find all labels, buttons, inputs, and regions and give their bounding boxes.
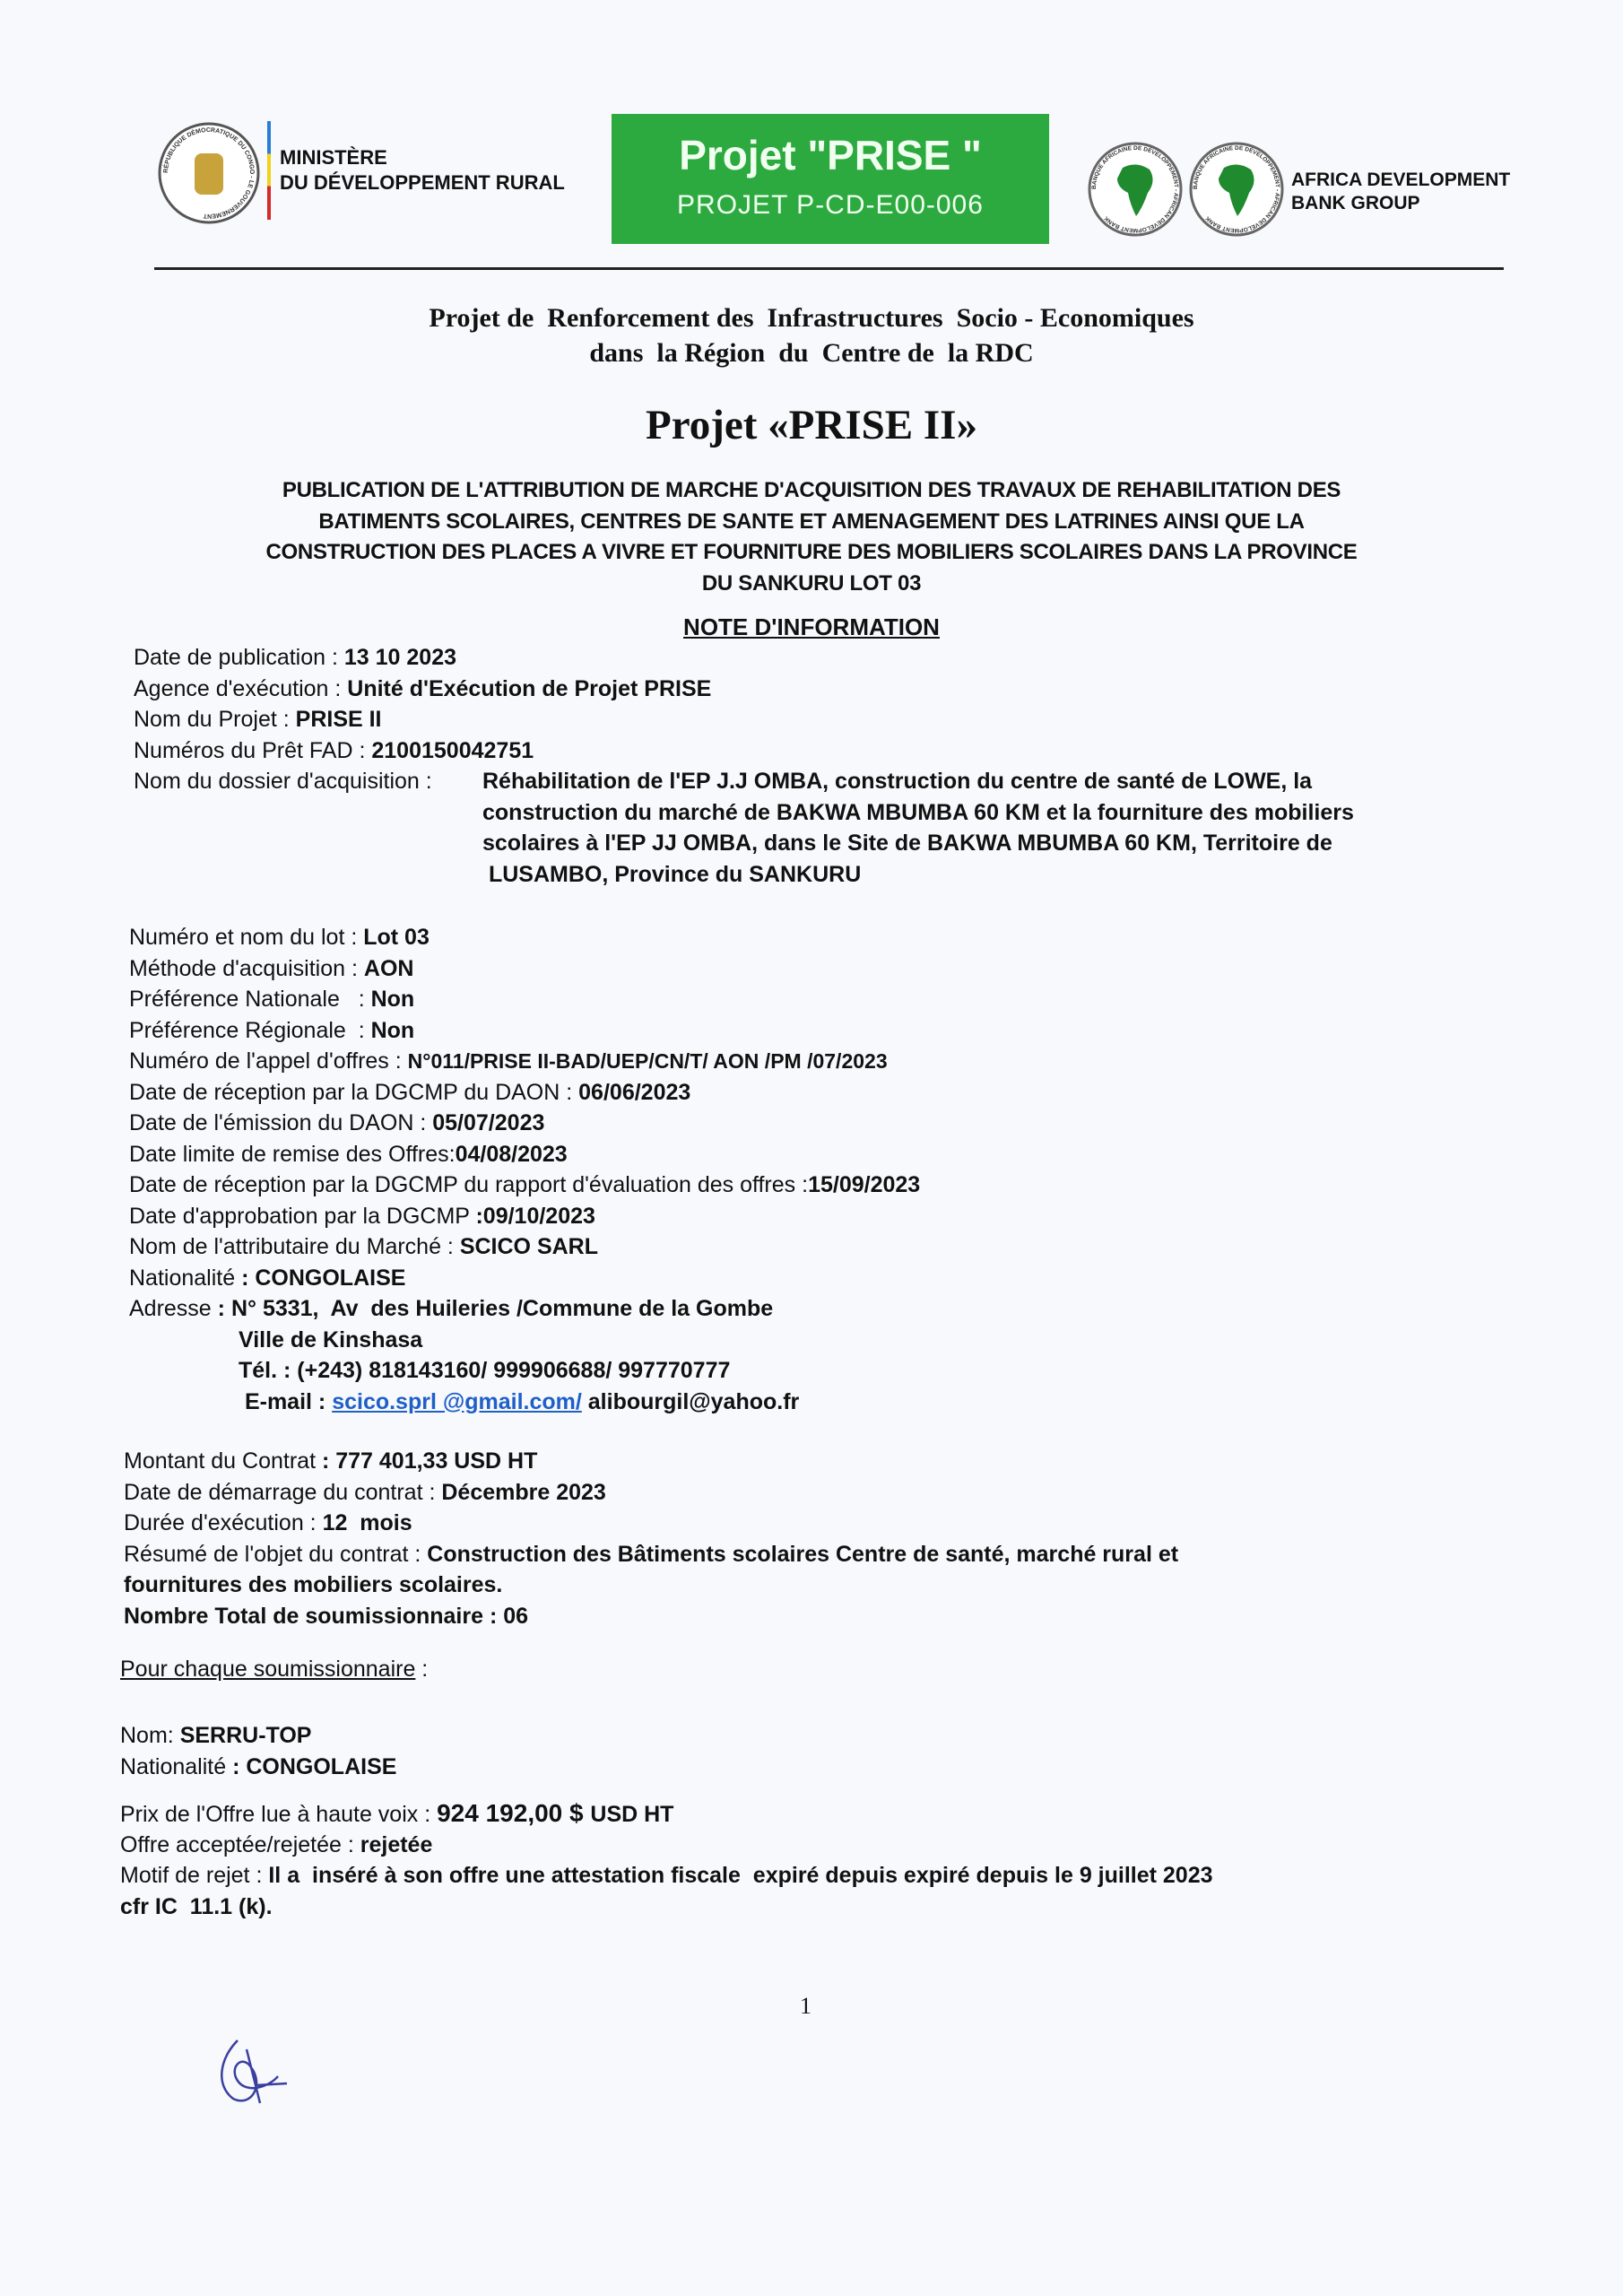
bidder-price: Prix de l'Offre lue à haute voix : 924 192,00 $ USD HT bbox=[120, 1799, 674, 1827]
ministry-name bbox=[280, 145, 565, 196]
contract-row: Montant du Contrat : 777 401,33 USD HT bbox=[124, 1448, 538, 1474]
dossier-cont: scolaires à l'EP JJ OMBA, dans le Site de BAKWA MBUMBA 60 KM, Territoire de bbox=[482, 831, 1332, 856]
info-row: Date de publication : 13 10 2023 bbox=[134, 645, 457, 670]
per-bidder-heading: Pour chaque soumissionnaire : bbox=[120, 1657, 429, 1682]
lot-row: Date de réception par la DGCMP du DAON : 06/06/2023 bbox=[129, 1079, 691, 1105]
flag-color-bar bbox=[267, 121, 271, 220]
bidder-status: Offre acceptée/rejetée : rejetée bbox=[120, 1831, 433, 1857]
contract-row: Durée d'exécution : 12 mois bbox=[124, 1510, 412, 1535]
dossier-cont: construction du marché de BAKWA MBUMBA 60 KM et la fourniture des mobiliers bbox=[482, 799, 1354, 825]
info-row: Agence d'exécution : Unité d'Exécution de Projet PRISE bbox=[134, 675, 712, 701]
afdb-line1: AFRICA DEVELOPMENT bbox=[1291, 170, 1511, 190]
heading-line: PUBLICATION DE L'ATTRIBUTION DE MARCHE D'ACQUISITION DES TRAVAUX DE REHABILITATION DES bbox=[282, 478, 1341, 502]
address-row: Adresse : N° 5331, Av des Huileries /Commune de la Gombe bbox=[129, 1296, 774, 1321]
lot-row: Numéro de l'appel d'offres : N°011/PRISE II-BAD/UEP/CN/T/ AON /PM /07/2023 bbox=[129, 1048, 888, 1074]
ministry-line2: DU DÉVELOPPEMENT RURAL bbox=[280, 171, 565, 194]
prise-project-logo bbox=[612, 114, 1049, 244]
heading-line: BATIMENTS SCOLAIRES, CENTRES DE SANTE ET AMENAGEMENT DES LATRINES AINSI QUE LA bbox=[318, 509, 1305, 534]
note-title: NOTE D'INFORMATION bbox=[683, 613, 940, 640]
contract-row: Date de démarrage du contrat : Décembre 2023 bbox=[124, 1479, 606, 1505]
page-title: Projet «PRISE II» bbox=[646, 402, 977, 448]
subtitle-line1: Projet de Renforcement des Infrastructures Socio - Economiques bbox=[429, 303, 1194, 333]
info-row: Nom du Projet : PRISE II bbox=[134, 707, 382, 732]
lot-row: Nationalité : CONGOLAISE bbox=[129, 1265, 406, 1291]
header-divider bbox=[154, 267, 1504, 270]
lot-row: Date d'approbation par la DGCMP :09/10/2023 bbox=[129, 1203, 595, 1229]
lot-row: Date de l'émission du DAON : 05/07/2023 bbox=[129, 1110, 545, 1135]
heading-line: DU SANKURU LOT 03 bbox=[701, 570, 922, 596]
drc-seal-text: RÉPUBLIQUE DÉMOCRATIQUE DU CONGO - LE GOUVERNEMENT bbox=[162, 126, 256, 220]
lot-row: Numéro et nom du lot : Lot 03 bbox=[129, 925, 430, 950]
ministry-line1: MINISTÈRE bbox=[280, 146, 387, 169]
email-link[interactable]: scico.sprl @gmail.com/ bbox=[332, 1388, 582, 1414]
bidder-reason: Motif de rejet : Il a inséré à son offre une attestation fiscale expiré depuis expiré depuis le 9 juillet 2023 bbox=[120, 1863, 1213, 1888]
lot-row: Méthode d'acquisition : AON bbox=[129, 955, 414, 981]
afdb-name bbox=[1291, 169, 1510, 215]
afdb-seal-text: BANQUE AFRICAINE DE DÉVELOPPEMENT - AFRICAN DEVELOPMENT BANK bbox=[1090, 144, 1180, 234]
heading-line: CONSTRUCTION DES PLACES A VIVRE ET FOURNITURE DES MOBILIERS SCOLAIRES DANS LA PROVINCE bbox=[265, 540, 1358, 564]
lot-row: Préférence Régionale : Non bbox=[129, 1017, 415, 1043]
bidder-reason-cont: cfr IC 11.1 (k). bbox=[120, 1893, 273, 1919]
address-email: E-mail : scico.sprl @gmail.com/ alibourgil@yahoo.fr bbox=[239, 1388, 800, 1414]
afdb-seal-1 bbox=[1087, 141, 1184, 238]
dossier-cont: LUSAMBO, Province du SANKURU bbox=[482, 861, 862, 887]
subtitle-line2: dans la Région du Centre de la RDC bbox=[589, 338, 1034, 368]
lot-row: Préférence Nationale : Non bbox=[129, 987, 415, 1012]
lot-row: Date de réception par la DGCMP du rapport d'évaluation des offres :15/09/2023 bbox=[129, 1172, 921, 1197]
bidder-nationality: Nationalité : CONGOLAISE bbox=[120, 1753, 397, 1779]
afdb-seal-text: BANQUE AFRICAINE DE DÉVELOPPEMENT - AFRICAN DEVELOPMENT BANK bbox=[1192, 144, 1281, 234]
info-block bbox=[134, 642, 1354, 890]
afdb-line2: BANK GROUP bbox=[1291, 193, 1420, 213]
address-city: Ville de Kinshasa bbox=[239, 1326, 423, 1352]
info-row: Numéros du Prêt FAD : 2100150042751 bbox=[134, 737, 534, 763]
summary-row: Résumé de l'objet du contrat : Construction des Bâtiments scolaires Centre de santé, marché rural et bbox=[124, 1541, 1179, 1567]
dossier-row: Nom du dossier d'acquisition : Réhabilitation de l'EP J.J OMBA, construction du centre de santé de LOWE, la bbox=[134, 769, 1313, 794]
total-bidders: Nombre Total de soumissionnaire : 06 bbox=[124, 1603, 529, 1629]
address-phone: Tél. : (+243) 818143160/ 999906688/ 997770777 bbox=[239, 1358, 731, 1383]
bidder-name: Nom: SERRU-TOP bbox=[120, 1723, 312, 1748]
page-number: 1 bbox=[800, 1993, 812, 2019]
drc-coat-of-arms-seal bbox=[157, 121, 261, 225]
publication-heading bbox=[72, 475, 1551, 599]
bidder-block bbox=[120, 1720, 1213, 1922]
project-logo-title: Projet "PRISE " bbox=[679, 132, 982, 178]
project-logo-code: PROJET P-CD-E00-006 bbox=[677, 190, 984, 220]
contract-block bbox=[124, 1446, 1178, 1631]
lot-row: Date limite de remise des Offres:04/08/2023 bbox=[129, 1141, 568, 1167]
handwritten-signature bbox=[211, 2031, 291, 2117]
afdb-seal-2 bbox=[1188, 141, 1285, 238]
lot-row: Nom de l'attributaire du Marché : SCICO SARL bbox=[129, 1234, 599, 1259]
summary-cont: fournitures des mobiliers scolaires. bbox=[124, 1572, 503, 1597]
lot-block bbox=[129, 922, 920, 1417]
